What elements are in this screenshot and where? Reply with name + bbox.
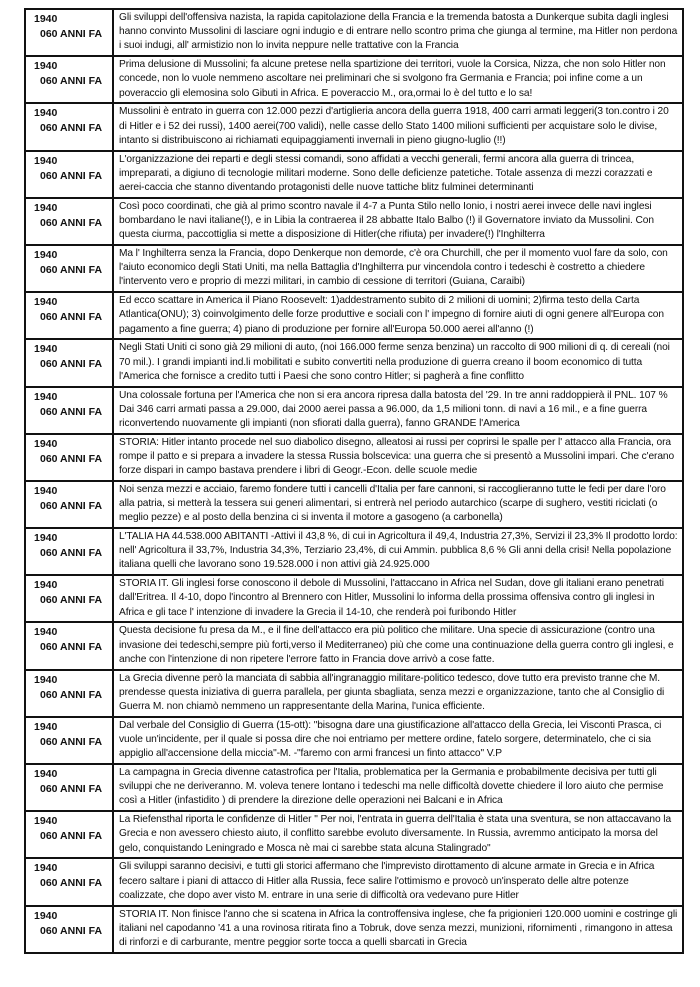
year-label: 1940 [34,532,58,545]
entry-paragraph: STORIA IT. Non finisce l'anno che si scatena in Africa la controffensiva inglese, che fa prigionieri 120.000 uomini e costringe gli italiani nel capodanno '41 a una rovinosa ritirata fino a Tobruk, dove senza mezzi, munizioni, rifornimenti , rimangono in attesa di rinforzi e di carburante, mentre peggior sorte tocca a quelli sbarcati in Grecia [119,908,678,948]
years-ago-label: 060 ANNI FA [40,358,103,371]
entry-text [114,765,682,810]
entry-paragraph: Così poco coordinati, che già al primo scontro navale il 4-7 a Punta Stilo nello Ionio, i nostri aerei invece delle navi inglesi bombardano le navi italiane(!), e in Libia la contraerea il 28 abbatte Italo Balbo (!) il Governatore inviato da Mussolini. Con questa ciurma, paccottiglia si mette a disposizione di Hitler(che rifiuta) per invadere(!) l'Inghilterra [119,200,654,241]
years-ago-label: 060 ANNI FA [40,263,103,276]
entry-text [114,10,682,55]
years-ago-label: 060 ANNI FA [40,75,103,88]
years-ago-label: 060 ANNI FA [40,28,103,40]
years-ago-label: 060 ANNI FA [40,688,103,701]
year-label: 1940 [34,154,58,167]
date-cell [26,104,114,149]
year-label: 1940 [34,390,58,403]
year-label: 1940 [34,579,58,592]
year-label: 1940 [34,296,58,309]
years-ago-label: 060 ANNI FA [40,594,103,607]
entry-paragraph: La Riefensthal riporta le confidenze di Hitler " Per noi, l'entrata in guerra dell'Italia è stata una sventura, se non attaccavano la Grecia e non avessero chiesto aiuto, il conflitto sarebbe evoluto diversamente. In Russia, avremmo anticipato la morsa del gelo, conquistando Leningrado e Mosca nè mai ci sarebbe stata alcuna Stalingrado" [119,814,672,854]
year-label: 1940 [34,107,58,120]
years-ago-label: 060 ANNI FA [40,924,103,937]
year-label: 1940 [34,201,58,214]
entry-text [114,718,682,763]
entry-text [114,671,682,716]
entry-text [114,529,682,574]
entry-paragraph: L'TALIA HA 44.538.000 ABITANTI -Attivi il 43,8 %, di cui in Agricoltura il 49,4, Industria 27,3%, Servizi il 23,3% Il prodotto lordo: nell' Agricoltura il 33,7%, Industria 34,3%, Terziario 23,4%, di cui Ammin. pubblica 8,6 % Gli anni della crisi! Nella popolazione italiana quelli che lavorano sono 19.528.000 i non attivi già 24.925.000 [119,531,678,571]
years-ago-label: 060 ANNI FA [40,216,103,229]
date-cell [26,57,114,102]
entry-text [114,152,682,197]
date-cell [26,623,114,668]
table-row [26,388,682,435]
year-label: 1940 [34,60,58,73]
table-row [26,246,682,293]
years-ago-label: 060 ANNI FA [40,499,103,512]
years-ago-label: 060 ANNI FA [40,452,103,465]
entry-paragraph: Questa decisione fu presa da M., e il fine dell'attacco era più politico che militare. Una specie di assicurazione (contro una invasione dei tedeschi,sempre più forti,verso il Mediterraneo) più che come una continuazione della guerra contro gli inglesi, e anche con l'intenzione di non ripetere l'errore fatto in Francia dove arrivò a cose fatte. [119,625,674,665]
table-row [26,718,682,765]
timeline-table [24,8,684,954]
year-label: 1940 [34,343,58,356]
table-row [26,199,682,246]
entry-paragraph: Gli sviluppi saranno decisivi, e tutti gli storici affermano che l'imprevisto dirottamento di alcune armate in Grecia e in Africa fecero saltare i piani di attacco di Hitler alla Russia, fece salire l'ottimismo e provocò un'insperato delle altre potenze coalizzate, che dopo aver visto M. entrare in una serie di difficoltà ora vedevano pure Hitler [119,861,655,901]
entry-paragraph: Noi senza mezzi e acciaio, faremo fondere tutti i cancelli d'Italia per fare cannoni, si raccoglieranno tutte le fedi per dare l'oro alla patria, si metterà la tessera sui generi alimentari, si entrerà nel periodo autarchico (scarpe di sughero, vestiti riciclati (o meglio pezze) e al posto della benzina ci si inventa il motore a gasogeno (a carbonella) [119,483,666,524]
year-label: 1940 [34,768,58,780]
years-ago-label: 060 ANNI FA [40,783,103,795]
date-cell [26,907,114,952]
date-cell [26,671,114,716]
date-cell [26,152,114,197]
entry-paragraph: La Grecia divenne però la manciata di sabbia all'ingranaggio militare-politico tedesco, dove tutto era previsto tranne che M. prendesse questa iniziativa di guerra parallela, per giunta sbagliata, senza mezzi e organizzazione, tanto che al Consiglio di Guerra M. non chiamò nemmeno un rappresentante della Marina, l'unica efficiente. [119,672,665,713]
entry-text [114,859,682,904]
year-label: 1940 [34,673,58,686]
table-row [26,340,682,387]
entry-text [114,246,682,291]
year-label: 1940 [34,626,58,639]
entry-text [114,907,682,952]
table-row [26,152,682,199]
date-cell [26,199,114,244]
entry-text [114,199,682,244]
date-cell [26,576,114,621]
date-cell [26,765,114,810]
date-cell [26,812,114,857]
years-ago-label: 060 ANNI FA [40,735,103,748]
year-label: 1940 [34,437,58,450]
table-row [26,812,682,859]
table-row [26,859,682,906]
entry-text [114,482,682,527]
year-label: 1940 [34,815,58,828]
entry-paragraph: Dal verbale del Consiglio di Guerra (15-ott): "bisogna dare una giustificazione all'attacco della Grecia, lei Visconti Prasca, ci vuole un'incidente, per il quale si possa dire che noi entriamo per mettere ordine, fatelo sorgere, determinatelo, che ci sia appiglio all'accensione della miccia"-M. -"faremo con armi francesi un finto attacco" V.P [119,719,662,760]
date-cell [26,293,114,338]
date-cell [26,435,114,480]
table-row [26,293,682,340]
date-cell [26,246,114,291]
years-ago-label: 060 ANNI FA [40,122,103,135]
entry-paragraph: Prima delusione di Mussolini; fa alcune pretese nella spartizione dei territori, vuole la Corsica, Nizza, che non solo Hitler non concede, non lo vuole nemmeno ascoltare nei preliminari che si svolgono fra Germania e Francia; poi infine come a un poveraccio gli elemosina solo Gibuti in Africa. E poveraccio M., ora,ormai lo è del tutto e lo sa! [119,59,666,99]
years-ago-label: 060 ANNI FA [40,641,103,654]
entry-paragraph: STORIA: Hitler intanto procede nel suo diabolico disegno, alleatosi ai russi per coprirsi le spalle per l' attacco alla Francia, ora rompe il patto e si prepara a invadere la stessa Russia bolscevica: una guerra che si presentò a Mussolini impari. Che c'erano forze dispari in campo bastava prendere i libri di Geogr.-Econ. delle scuole medie [119,436,675,477]
table-row [26,623,682,670]
year-label: 1940 [34,909,58,922]
table-row [26,907,682,954]
entry-text [114,293,682,338]
entry-paragraph: Mussolini è entrato in guerra con 12.000 pezzi d'artiglieria ancora della guerra 1918, 400 carri armati leggeri(3 ton.contro i 20 di Hitler e i 52 dei russi), 1400 aerei(700 validi), nelle casse dello Stato 1400 milioni sufficienti per acquistare solo le divise, intanto si distribuiscono ai richiamati equipaggiamenti invernali in pieno giugno-luglio (!!) [119,106,669,146]
table-row [26,671,682,718]
entry-text [114,104,682,149]
entry-paragraph: Ed ecco scattare in America il Piano Roosevelt: 1)addestramento subito di 2 milioni di uomini; 2)firma testo della Carta Atlantica(ONU); 3) coinvolgimento delle forze produttive e sociali con l' impegno di fornire aiuti di ogni genere all'Europa con pagamento a fine guerra; 4) piano di produzione per fornire all'Europa 50.000 aerei all'anno (!) [119,295,664,335]
entry-paragraph: STORIA IT. Gli inglesi forse conoscono il debole di Mussolini, l'attaccano in Africa nel Sudan, dove gli italiani erano penetrati dall'Eritrea. Il 4-10, dopo l'incontro al Brennero con Hitler, Mussolini lo informa della prossima offensiva contro gli inglesi in Africa e gli tace l' intenzione di invadere la Grecia il 14-10, che renderà poi furibondo Hitler [119,578,664,618]
entry-text [114,812,682,857]
year-label: 1940 [34,484,58,497]
table-row [26,57,682,104]
year-label: 1940 [34,248,58,261]
years-ago-label: 060 ANNI FA [40,169,103,182]
entry-paragraph: La campagna in Grecia divenne catastrofica per l'Italia, problematica per la Germania e probabilmente decisiva per tutti gli sviluppi che ne deriveranno. M. voleva tenere lontano i tedeschi ma nelle difficoltà dovette chiedere il loro aiuto che permise così a Hitler (infastidito ) di prendere la direzione delle operazioni nei Balcani e in Africa [119,767,664,807]
years-ago-label: 060 ANNI FA [40,405,103,418]
entry-text [114,623,682,668]
entry-paragraph: Una colossale fortuna per l'America che non si era ancora ripresa dalla batosta del '29. In tre anni raddoppierà il PNL. 107 % Dai 346 carri armati passa a 29.000, dai 2000 aerei passa a 96.000, da 1,5 milioni tonn. di navi a 16 mil., e a fine guerra riconvertendo nuovamente gli impianti (non sfiorati dalla guerra), fanno GRANDE l'America [119,389,668,429]
entry-text [114,435,682,480]
years-ago-label: 060 ANNI FA [40,830,103,843]
entry-paragraph: Negli Stati Uniti ci sono già 29 milioni di auto, (noi 166.000 ferme senza benzina) un raccolto di 900 milioni di q. di cereali (noi 70 mil.). I grandi impianti ind.li mobilitati e subito convertiti nella produzione di guerra creano il boom economico di tutta l'America che fornisce a credito tutti i Paesi che sono contro Hitler; si pagherà a fine conflitto [119,342,670,382]
date-cell [26,388,114,433]
years-ago-label: 060 ANNI FA [40,311,103,324]
table-row [26,10,682,57]
entry-text [114,57,682,102]
year-label: 1940 [34,862,58,875]
date-cell [26,10,114,55]
date-cell [26,482,114,527]
entry-paragraph: Gli sviluppi dell'offensiva nazista, la rapida capitolazione della Francia e la tremenda batosta a Dunkerque subita dagli inglesi hanno convinto Mussolini di lasciare ogni indugio e di entrare nello scontro prima che giunga al termine, ma Hitler non perdona i suoi indugi, all' armistizio non lo invita neppure nelle trattative con la Francia [119,12,678,52]
table-row [26,435,682,482]
entry-text [114,576,682,621]
year-label: 1940 [34,720,58,733]
years-ago-label: 060 ANNI FA [40,877,103,890]
entry-text [114,388,682,433]
table-row [26,104,682,151]
date-cell [26,340,114,385]
entry-paragraph: Ma l' Inghilterra senza la Francia, dopo Denkerque non demorde, c'è ora Churchill, che per il momento vuol fare da solo, con l'aiuto economico degli Stati Uniti, ma nella Battaglia d'Inghilterra pur vincendola contro i tedeschi è costretto a chiedere l'intervento vero e proprio di mezzi militari, in cambio di cessione di territori (Guiana, Caraibi) [119,247,668,288]
table-row [26,576,682,623]
table-row [26,529,682,576]
date-cell [26,529,114,574]
entry-paragraph: L'organizzazione dei reparti e degli stessi comandi, sono affidati a vecchi generali, fermi ancora alla guerra di trincea, impreparati, a digiuno di tecnologie militari moderne. Sono delle deficienze patetiche. Totale assenza di mezzi corazzati e aerei-caccia che stanno diventando protagonisti delle nuove tattiche blitz fulminei determinanti [119,153,653,193]
table-row [26,482,682,529]
entry-text [114,340,682,385]
date-cell [26,859,114,904]
year-label: 1940 [34,13,58,25]
table-row [26,765,682,812]
years-ago-label: 060 ANNI FA [40,547,103,560]
date-cell [26,718,114,763]
